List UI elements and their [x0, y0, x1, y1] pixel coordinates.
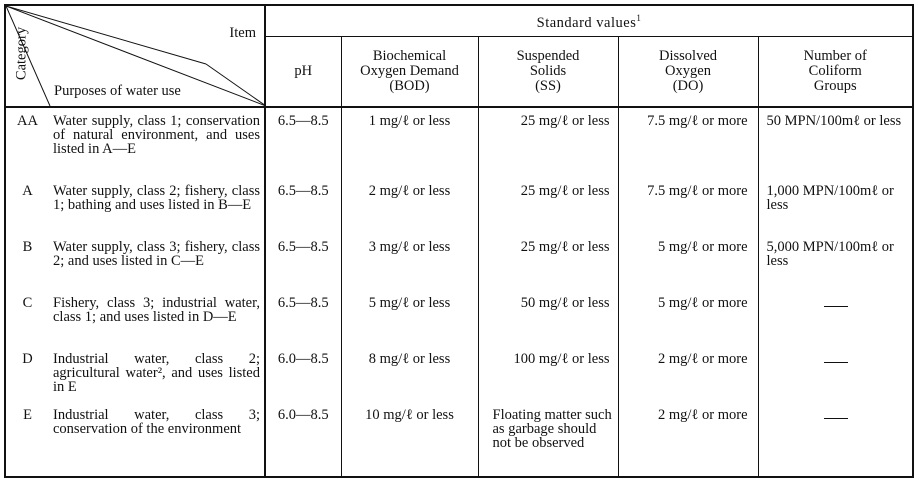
not-applicable-dash: [824, 418, 848, 419]
ss-cell: 100 mg/ℓ or less: [478, 346, 618, 402]
coliform-cell: [758, 290, 913, 346]
water-quality-table-frame: [4, 4, 912, 474]
standard-values-header: [265, 5, 913, 37]
ss-cell: 25 mg/ℓ or less: [478, 234, 618, 290]
table-row: [5, 178, 913, 234]
bod-cell: 1 mg/ℓ or less: [341, 107, 478, 178]
ph-cell: 6.5—8.5: [277, 239, 329, 255]
table-row: [5, 402, 913, 477]
footnote-marker: 1: [636, 13, 642, 24]
header-corner-cell: [5, 5, 265, 107]
bod-cell: 3 mg/ℓ or less: [341, 234, 478, 290]
bod-cell: 8 mg/ℓ or less: [341, 346, 478, 402]
category-header-label: Category: [13, 26, 30, 81]
category-cell: E: [23, 407, 32, 423]
column-header-line: Suspended: [516, 48, 580, 65]
column-header-ph: [265, 37, 341, 107]
bod-cell: 2 mg/ℓ or less: [341, 178, 478, 234]
column-header-ss: [478, 37, 618, 107]
column-header-line: Coliform: [808, 63, 862, 80]
ph-cell: 6.0—8.5: [277, 351, 329, 367]
bod-cell: 5 mg/ℓ or less: [341, 290, 478, 346]
do-cell: 2 mg/ℓ or more: [618, 402, 758, 477]
column-header-line: Oxygen Demand: [360, 63, 459, 80]
coliform-cell: [758, 346, 913, 402]
ss-cell: 25 mg/ℓ or less: [478, 107, 618, 178]
not-applicable-dash: [824, 362, 848, 363]
do-cell: 7.5 mg/ℓ or more: [618, 107, 758, 178]
category-cell: D: [22, 351, 33, 367]
column-header-line: (BOD): [389, 78, 430, 95]
column-header-line: Groups: [813, 78, 857, 95]
column-header-line: Dissolved: [659, 48, 717, 65]
column-header-line: (DO): [672, 78, 704, 95]
coliform-cell: 5,000 MPN/100mℓ or less: [758, 234, 913, 290]
item-header-label: Item: [229, 25, 256, 41]
not-applicable-dash: [824, 306, 848, 307]
purpose-cell: Water supply, class 2; fishery, class 1; bathing and uses listed in B—E: [49, 178, 265, 234]
purpose-cell: Fishery, class 3; industrial water, class 1; and uses listed in D—E: [49, 290, 265, 346]
ss-cell: 50 mg/ℓ or less: [478, 290, 618, 346]
column-header-line: Oxygen: [665, 63, 711, 80]
column-header-do: [618, 37, 758, 107]
do-cell: 7.5 mg/ℓ or more: [618, 178, 758, 234]
bod-cell: 10 mg/ℓ or less: [341, 402, 478, 477]
purpose-cell: Industrial water, class 2; agricultural water², and uses listed in E: [49, 346, 265, 402]
ph-cell: 6.0—8.5: [277, 407, 329, 423]
do-cell: 2 mg/ℓ or more: [618, 346, 758, 402]
column-header-coliform: [758, 37, 913, 107]
ph-cell: 6.5—8.5: [277, 183, 329, 199]
coliform-cell: [758, 402, 913, 477]
purpose-cell: Industrial water, class 3; conservation of the environment: [49, 402, 265, 477]
water-quality-standards-table: [4, 4, 914, 478]
category-cell: A: [22, 183, 33, 199]
do-cell: 5 mg/ℓ or more: [618, 234, 758, 290]
table-row: [5, 346, 913, 402]
coliform-cell: 50 MPN/100mℓ or less: [758, 107, 913, 178]
category-cell: C: [22, 295, 33, 311]
column-header-line: Biochemical: [372, 48, 447, 65]
ph-cell: 6.5—8.5: [277, 295, 329, 311]
ss-cell: 25 mg/ℓ or less: [478, 178, 618, 234]
column-header-line: pH: [294, 63, 313, 80]
standard-values-label: Standard values: [536, 15, 637, 32]
category-cell: B: [22, 239, 33, 255]
purposes-header-label: Purposes of water use: [54, 83, 181, 99]
ph-cell: 6.5—8.5: [277, 113, 329, 129]
table-row: [5, 290, 913, 346]
column-header-line: (SS): [535, 78, 561, 95]
purpose-cell: Water supply, class 1; conservation of natural environment, and uses listed in A—E: [49, 107, 265, 178]
table-row: [5, 234, 913, 290]
column-header-line: Number of: [803, 48, 867, 65]
category-cell: AA: [17, 113, 38, 129]
do-cell: 5 mg/ℓ or more: [618, 290, 758, 346]
purpose-cell: Water supply, class 3; fishery, class 2; and uses listed in C—E: [49, 234, 265, 290]
table-row: [5, 107, 913, 178]
ss-cell: Floating matter such as garbage should not be observed: [478, 402, 618, 477]
column-header-bod: [341, 37, 478, 107]
coliform-cell: 1,000 MPN/100mℓ or less: [758, 178, 913, 234]
column-header-line: Solids: [529, 63, 567, 80]
